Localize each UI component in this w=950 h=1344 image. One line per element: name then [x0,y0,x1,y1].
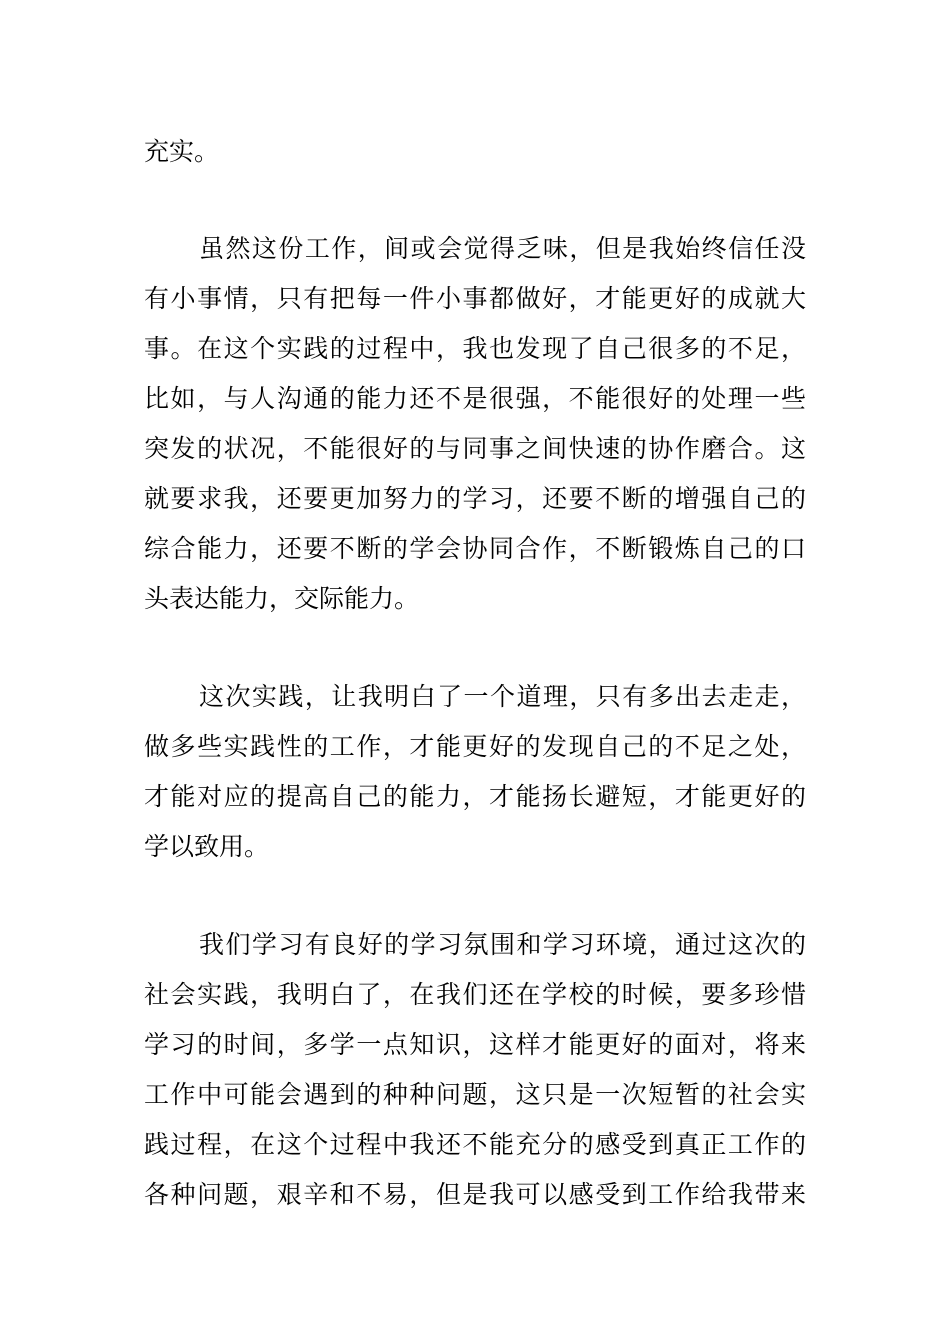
paragraph-3-line-1: 这次实践，让我明白了一个道理，只有多出去走走， [199,682,806,711]
paragraph-4-line-5: 践过程，在这个过程中我还不能充分的感受到真正工作的 [144,1130,806,1159]
paragraph-2-line-3: 事。在这个实践的过程中，我也发现了自己很多的不足， [144,334,806,363]
paragraph-3-line-3: 才能对应的提高自己的能力，才能扬长避短，才能更好的 [144,782,806,811]
paragraph-4-line-4: 工作中可能会遇到的种种问题，这只是一次短暂的社会实 [144,1080,806,1109]
paragraph-1-line-1: 充实。 [144,137,220,166]
paragraph-4-line-6: 各种问题，艰辛和不易，但是我可以感受到工作给我带来 [144,1180,806,1209]
paragraph-2-line-6: 就要求我，还要更加努力的学习，还要不断的增强自己的 [144,484,806,513]
paragraph-3-line-4: 学以致用。 [144,832,270,861]
paragraph-2-line-5: 突发的状况，不能很好的与同事之间快速的协作磨合。这 [144,434,806,463]
paragraph-4-line-2: 社会实践，我明白了，在我们还在学校的时候，要多珍惜 [144,980,806,1009]
paragraph-3-line-2: 做多些实践性的工作，才能更好的发现自己的不足之处， [144,732,806,761]
paragraph-2-line-8: 头表达能力，交际能力。 [144,584,420,613]
paragraph-4-line-1: 我们学习有良好的学习氛围和学习环境，通过这次的 [199,930,806,959]
paragraph-2-line-7: 综合能力，还要不断的学会协同合作，不断锻炼自己的口 [144,534,806,563]
paragraph-4-line-3: 学习的时间，多学一点知识，这样才能更好的面对，将来 [144,1030,806,1059]
paragraph-2-line-4: 比如，与人沟通的能力还不是很强，不能很好的处理一些 [144,384,806,413]
paragraph-2-line-2: 有小事情，只有把每一件小事都做好，才能更好的成就大 [144,284,806,313]
paragraph-2-line-1: 虽然这份工作，间或会觉得乏味，但是我始终信任没 [199,234,806,263]
